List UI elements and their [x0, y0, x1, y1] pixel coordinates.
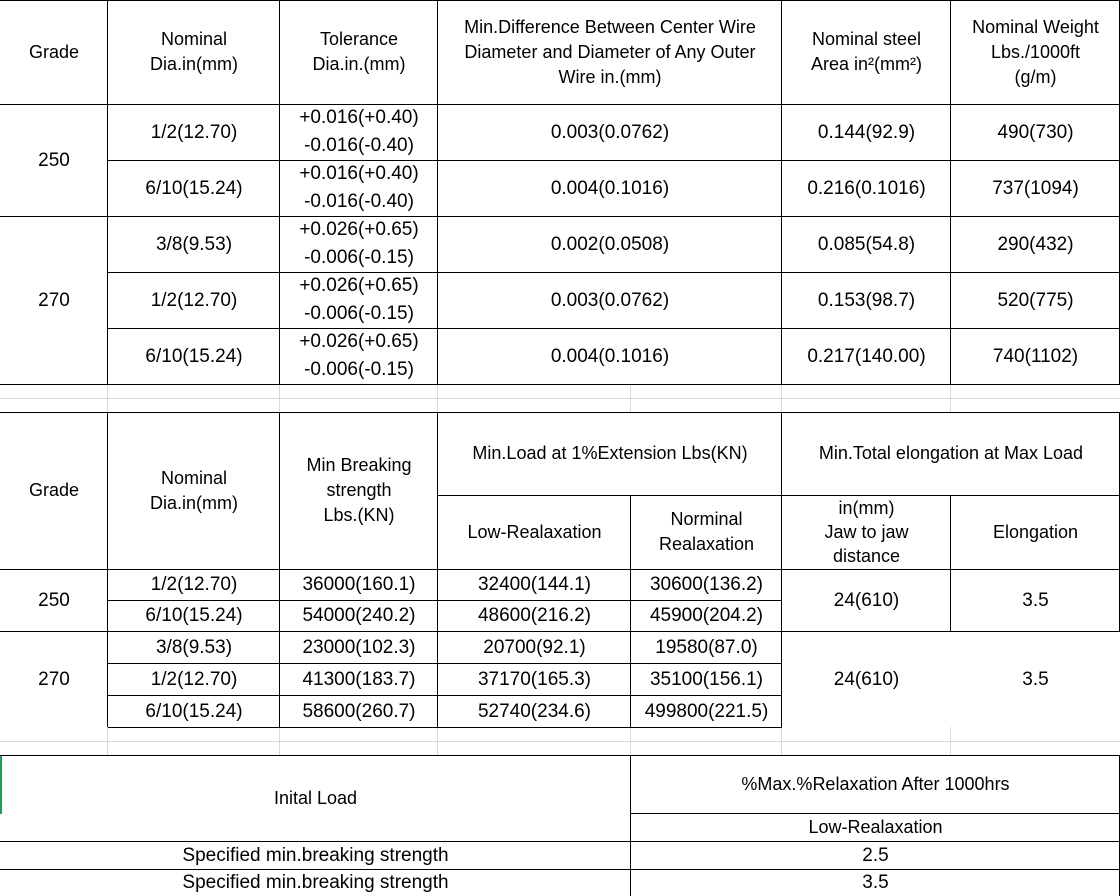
t1-header-min-difference: Min.Difference Between Center Wire Diameter and Diameter of Any Outer Wire in.(mm) [464, 16, 756, 87]
t2-cell-dia: 3/8(9.53) [155, 636, 233, 658]
t2-header-grade: Grade [28, 480, 80, 500]
t1-cell-tol-minus: -0.006(-0.15) [304, 359, 414, 380]
t1-cell-tol-plus: +0.016(+0.40) [299, 107, 419, 128]
t1-cell-dia: 1/2(12.70) [150, 289, 238, 311]
t1-header-grade: Grade [28, 41, 80, 62]
t1-cell-diff: 0.004(0.1016) [550, 177, 670, 199]
t1-cell-area: 0.216(0.1016) [807, 177, 926, 199]
t2-header-low-relax: Low-Realaxation [467, 521, 602, 542]
t3-cell-value: 2.5 [862, 844, 889, 866]
t1-cell-area: 0.217(140.00) [807, 345, 926, 367]
t1-grade-250: 250 [38, 149, 70, 171]
t2-cell-low: 20700(92.1) [483, 636, 586, 658]
t2-grade-250: 250 [38, 589, 70, 611]
t1-cell-tol-minus: -0.006(-0.15) [304, 247, 414, 268]
t2-header-elongation: Elongation [992, 521, 1079, 542]
t2-elongation-250: 3.5 [1022, 589, 1049, 611]
t2-jaw-270: 24(610) [833, 668, 900, 690]
t1-cell-weight: 290(432) [997, 233, 1074, 255]
t2-cell-normal: 19580(87.0) [655, 636, 758, 658]
t1-header-steel-area: Nominal steel Area in²(mm²) [811, 29, 922, 74]
t1-cell-diff: 0.004(0.1016) [550, 345, 670, 367]
t2-header-jaw: in(mm) Jaw to jaw distance [824, 498, 909, 566]
t2-grade-270: 270 [38, 668, 70, 690]
t3-cell-label: Specified min.breaking strength [182, 872, 449, 893]
t1-grade-270: 270 [38, 289, 70, 311]
t3-initial-load: Inital Load [273, 787, 358, 808]
t1-cell-tol-plus: +0.016(+0.40) [299, 163, 419, 184]
t1-cell-weight: 740(1102) [992, 345, 1079, 367]
t2-cell-breaking: 58600(260.7) [302, 700, 416, 722]
t1-cell-area: 0.153(98.7) [817, 289, 916, 311]
t2-jaw-250: 24(610) [833, 589, 900, 611]
t1-cell-weight: 490(730) [997, 121, 1074, 143]
t1-cell-weight: 520(775) [997, 289, 1074, 311]
t1-cell-tol-plus: +0.026(+0.65) [299, 275, 419, 296]
t2-cell-breaking: 54000(240.2) [302, 605, 416, 626]
t1-cell-dia: 1/2(12.70) [150, 121, 238, 143]
t2-elongation-270: 3.5 [1022, 668, 1049, 690]
t1-cell-tol-minus: -0.016(-0.40) [304, 135, 414, 156]
t2-cell-dia: 1/2(12.70) [150, 668, 238, 690]
t2-header-elong-group: Min.Total elongation at Max Load [818, 443, 1084, 463]
t2-header-nominal-dia: Nominal Dia.in(mm) [150, 467, 238, 513]
t1-cell-tol-minus: -0.006(-0.15) [304, 303, 414, 324]
t2-header-min-load: Min.Load at 1%Extension Lbs(KN) [472, 443, 748, 463]
t1-cell-dia: 6/10(15.24) [145, 345, 243, 367]
t2-cell-dia: 1/2(12.70) [150, 574, 238, 595]
t2-cell-low: 48600(216.2) [477, 605, 592, 626]
t3-cell-label: Specified min.breaking strength [182, 844, 449, 866]
t2-cell-low: 32400(144.1) [477, 574, 592, 595]
t2-header-breaking: Min Breaking strength Lbs.(KN) [306, 455, 412, 525]
t1-cell-diff: 0.003(0.0762) [550, 289, 670, 311]
t2-cell-normal: 30600(136.2) [649, 574, 764, 595]
t1-header-nominal-dia: Nominal Dia.in(mm) [150, 29, 238, 74]
t1-header-weight: Nominal Weight Lbs./1000ft (g/m) [972, 16, 1099, 87]
t2-cell-normal: 45900(204.2) [649, 605, 764, 626]
t1-cell-tol-plus: +0.026(+0.65) [299, 331, 419, 352]
t1-cell-area: 0.144(92.9) [817, 121, 916, 143]
t1-cell-tol-plus: +0.026(+0.65) [299, 219, 419, 240]
t3-max-relax: %Max.%Relaxation After 1000hrs [741, 773, 1010, 794]
t1-cell-tol-minus: -0.016(-0.40) [304, 191, 414, 212]
t1-cell-weight: 737(1094) [992, 177, 1079, 199]
t2-cell-low: 37170(165.3) [477, 668, 592, 690]
t1-cell-dia: 6/10(15.24) [145, 177, 243, 199]
t3-cell-value: 3.5 [862, 872, 889, 893]
t2-cell-breaking: 36000(160.1) [302, 574, 416, 595]
t1-cell-area: 0.085(54.8) [817, 233, 916, 255]
t2-header-normal-relax: Norminal Realaxation [658, 509, 755, 554]
t2-cell-breaking: 41300(183.7) [302, 668, 416, 690]
t3-low-relax: Low-Realaxation [808, 816, 943, 837]
t2-cell-normal: 35100(156.1) [649, 668, 764, 690]
t2-cell-normal: 499800(221.5) [644, 700, 769, 722]
t1-cell-diff: 0.003(0.0762) [550, 121, 670, 143]
t1-header-tolerance: Tolerance Dia.in.(mm) [312, 29, 406, 74]
t2-cell-dia: 6/10(15.24) [145, 700, 243, 722]
t2-cell-breaking: 23000(102.3) [302, 636, 416, 658]
t1-cell-diff: 0.002(0.0508) [550, 233, 670, 255]
t1-cell-dia: 3/8(9.53) [155, 233, 233, 255]
t2-cell-low: 52740(234.6) [477, 700, 592, 722]
t2-cell-dia: 6/10(15.24) [145, 605, 243, 626]
